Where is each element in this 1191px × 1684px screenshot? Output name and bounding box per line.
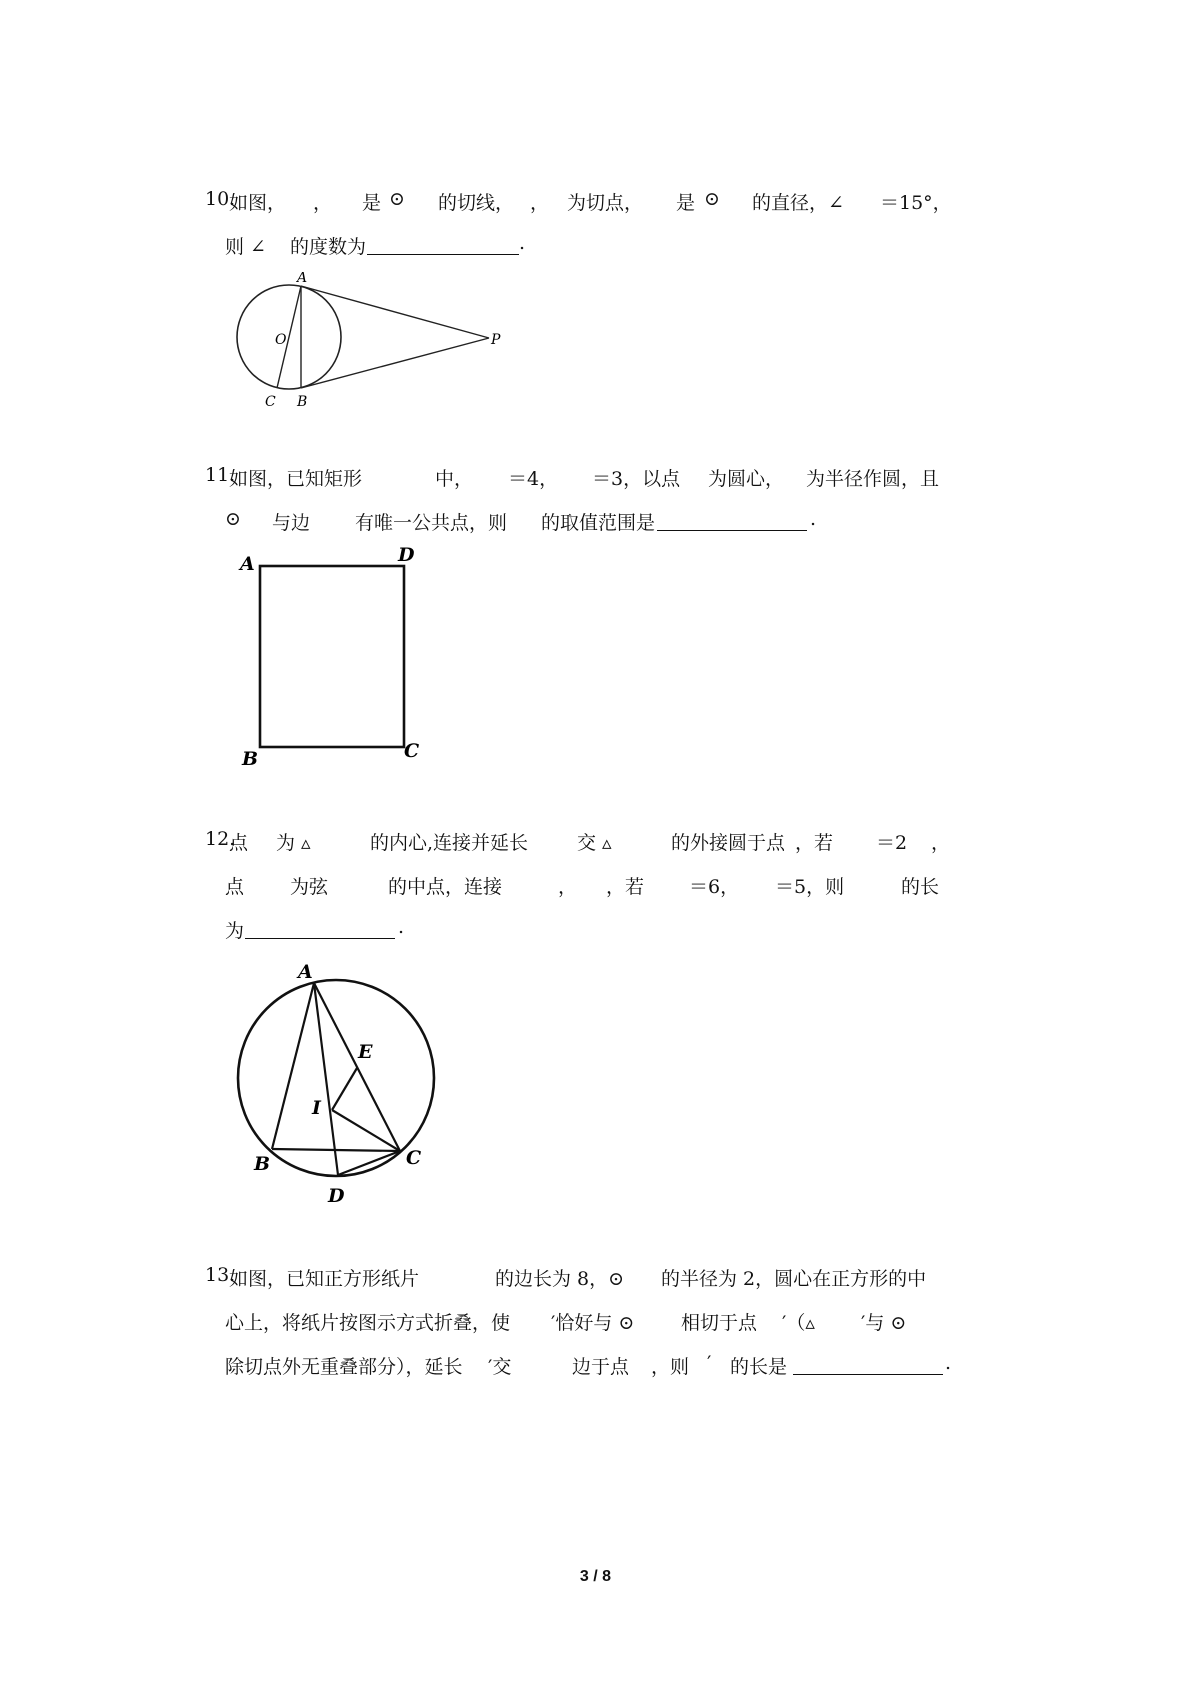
label-a: A	[240, 553, 255, 575]
question-text: 的度数为	[290, 236, 367, 258]
circle-dot-symbol: ⊙	[389, 188, 405, 210]
segment-ab	[272, 983, 314, 1149]
question-text: ＝15°，	[880, 192, 952, 214]
question-text: 的切线，	[438, 192, 515, 214]
question-text: 的半径为 2，圆心在正方形的中	[661, 1268, 927, 1290]
question-text: 为半径作圆，且	[806, 468, 940, 490]
question-number: 11.	[205, 464, 236, 486]
question-text: .	[519, 232, 526, 254]
figure-q11	[232, 544, 432, 778]
question-text: 的中点，连接	[388, 876, 503, 898]
question-text: ，	[931, 832, 951, 854]
question-text: 如图，已知正方形纸片	[229, 1268, 420, 1290]
incircle-diagram	[230, 958, 450, 1218]
label-d: D	[398, 544, 415, 566]
question-10-line-2	[205, 232, 1025, 260]
answer-blank	[367, 254, 519, 255]
question-text: 则 ∠	[225, 236, 266, 258]
question-13-line-3	[205, 1352, 1025, 1380]
question-text: 的边长为 8，⊙	[495, 1268, 625, 1290]
question-text: 为 ▵	[276, 832, 311, 854]
question-text: ，	[313, 192, 333, 214]
question-text: 如图，	[229, 192, 287, 214]
question-text: ′与 ⊙	[861, 1312, 907, 1334]
question-text: 除切点外无重叠部分），延长	[225, 1356, 463, 1378]
question-text: ，若	[795, 832, 834, 854]
question-12-line-1	[205, 828, 1025, 856]
question-text: 与边	[272, 512, 311, 534]
label-c: C	[406, 1147, 422, 1169]
question-text: 点	[229, 832, 249, 854]
question-text: 如图，已知矩形	[229, 468, 363, 490]
label-b: B	[242, 748, 259, 770]
question-number: 12.	[205, 828, 236, 850]
question-text: 是	[362, 192, 382, 214]
question-text: ，若	[606, 876, 645, 898]
question-11-line-2	[205, 508, 1025, 536]
question-text: ′交	[488, 1356, 512, 1378]
question-text: ，则	[651, 1356, 690, 1378]
question-text: 点	[225, 876, 245, 898]
segment-ad	[314, 983, 338, 1175]
question-text: 为弦	[290, 876, 329, 898]
label-c: C	[265, 394, 276, 410]
question-number: 10.	[205, 188, 236, 210]
label-d: D	[328, 1185, 345, 1207]
question-text: ＝6，	[689, 876, 740, 898]
question-13-line-2	[205, 1308, 1025, 1336]
circle-dot-symbol: ⊙	[704, 188, 720, 210]
circle-dot-symbol: ⊙	[225, 508, 241, 530]
question-12-line-3	[205, 916, 1025, 944]
question-11	[205, 464, 1025, 536]
question-text: 的内心,连接并延长	[370, 832, 529, 854]
label-a: A	[297, 272, 308, 286]
figure-q10	[225, 272, 515, 416]
question-text: 的长是	[730, 1356, 788, 1378]
question-11-line-1	[205, 464, 1025, 492]
question-text: ＝2	[876, 832, 908, 854]
question-text: 的直径，∠	[752, 192, 844, 214]
label-a: A	[298, 961, 313, 983]
question-13-line-1	[205, 1264, 1025, 1292]
tangent-pb	[301, 338, 489, 388]
question-text: 为	[225, 920, 245, 942]
label-e: E	[358, 1041, 373, 1063]
question-text: ′	[707, 1352, 712, 1374]
question-text: .	[810, 508, 817, 530]
label-p: P	[491, 332, 501, 348]
label-i: I	[312, 1097, 321, 1119]
rectangle-abcd	[260, 566, 404, 747]
answer-blank	[657, 530, 807, 531]
figure-q12	[230, 958, 450, 1222]
question-number: 13.	[205, 1264, 236, 1286]
segment-ie	[332, 1068, 357, 1110]
question-text: 有唯一公共点，则	[355, 512, 508, 534]
tangent-pa	[301, 286, 489, 338]
question-text: 为切点，	[567, 192, 644, 214]
label-c: C	[404, 740, 420, 762]
question-text: 是	[676, 192, 696, 214]
question-text: 的长	[901, 876, 940, 898]
question-text: 相切于点	[681, 1312, 758, 1334]
question-text: ′恰好与 ⊙	[551, 1312, 635, 1334]
question-text: ，	[530, 192, 550, 214]
question-10-line-1	[205, 188, 1025, 216]
rectangle-diagram	[232, 544, 432, 774]
question-text: 的外接圆于点	[671, 832, 786, 854]
question-text: 中，	[435, 468, 474, 490]
label-b: B	[254, 1153, 271, 1175]
question-text: 交 ▵	[577, 832, 612, 854]
question-text: .	[945, 1352, 952, 1374]
question-12-line-2	[205, 872, 1025, 900]
question-13	[205, 1264, 1025, 1380]
question-text: ＝3，以点	[592, 468, 681, 490]
label-o: O	[275, 332, 287, 348]
question-text: ＝4，	[508, 468, 559, 490]
answer-blank	[245, 938, 395, 939]
answer-blank	[793, 1374, 943, 1375]
question-text: 边于点	[572, 1356, 630, 1378]
question-text: 的取值范围是	[541, 512, 656, 534]
circle-tangent-diagram	[225, 272, 515, 412]
page-number: 3 / 8	[579, 1568, 612, 1585]
question-text: ′（▵	[782, 1312, 815, 1334]
question-text: 心上，将纸片按图示方式折叠，使	[225, 1312, 511, 1334]
question-text: ＝5，则	[775, 876, 845, 898]
question-text: 为圆心，	[708, 468, 785, 490]
label-b: B	[297, 394, 308, 410]
question-12	[205, 828, 1025, 944]
question-text: .	[398, 916, 405, 938]
question-text: ，	[558, 876, 578, 898]
circumcircle	[238, 980, 434, 1176]
question-10	[205, 188, 1025, 260]
